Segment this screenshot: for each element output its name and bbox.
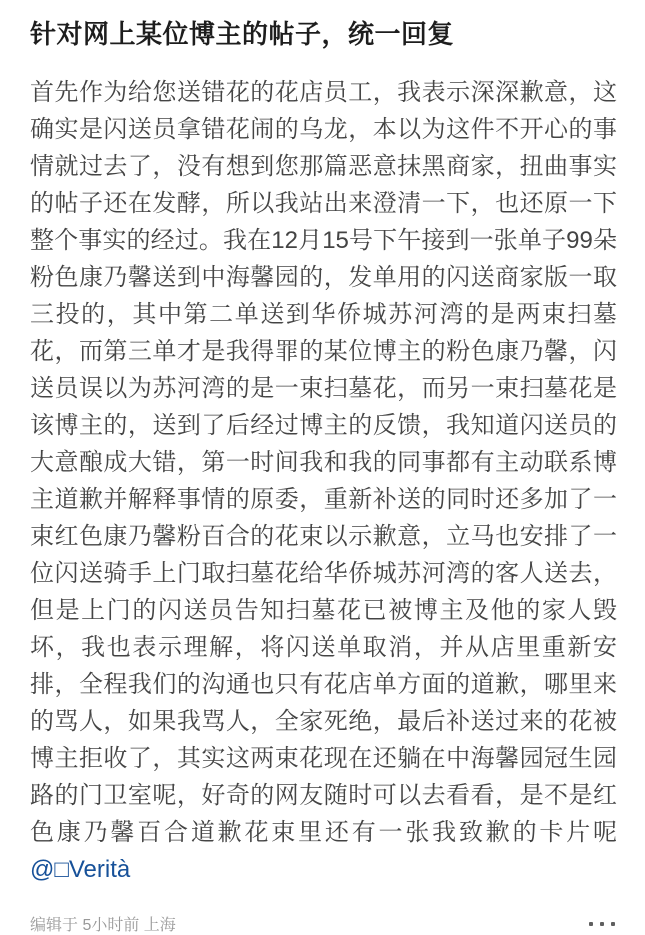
ellipsis-icon xyxy=(589,922,615,926)
more-options-button[interactable] xyxy=(587,914,617,934)
mention-link[interactable]: @□Verità xyxy=(30,856,131,883)
post-body-text: 首先作为给您送错花的花店员工，我表示深深歉意，这确实是闪送员拿错花闹的乌龙，本以为这件不开心的事情就过去了，没有想到您那篇恶意抹黑商家，扭曲事实的帖子还在发酵，所以我站出来澄清一下，也还原一下整个事实的经过。我在12月15号下午接到一张单子99朵粉色康乃馨送到中海馨园的，发单用的闪送商家版一取三投的，其中第二单送到华侨城苏河湾的是两束扫墓花，而第三单才是我得罪的某位博主的粉色康乃馨，闪送员误以为苏河湾的是一束扫墓花，而另一束扫墓花是该博主的，送到了后经过博主的反馈，我知道闪送员的大意酿成大错，第一时间我和我的同事都有主动联系博主道歉并解释事情的原委，重新补送的同时还多加了一束红色康乃馨粉百合的花束以示歉意，立马也安排了一位闪送骑手上门取扫墓花给华侨城苏河湾的客人送去，但是上门的闪送员告知扫墓花已被博主及他的家人毁坏，我也表示理解，将闪送单取消，并从店里重新安排，全程我们的沟通也只有花店单方面的道歉，哪里来的骂人，如果我骂人，全家死绝，最后补送过来的花被博主拒收了，其实这两束花现在还躺在中海馨园冠生园路的门卫室呢，好奇的网友随时可以去看看，是不是红色康乃馨百合道歉花束里还有一张我致歉的卡片呢 xyxy=(30,79,617,846)
edit-timestamp-location: 编辑于 5小时前 上海 xyxy=(30,917,176,934)
post-body xyxy=(30,74,617,888)
post-title: 针对网上某位博主的帖子，统一回复 xyxy=(30,19,455,49)
post-footer xyxy=(30,912,617,935)
